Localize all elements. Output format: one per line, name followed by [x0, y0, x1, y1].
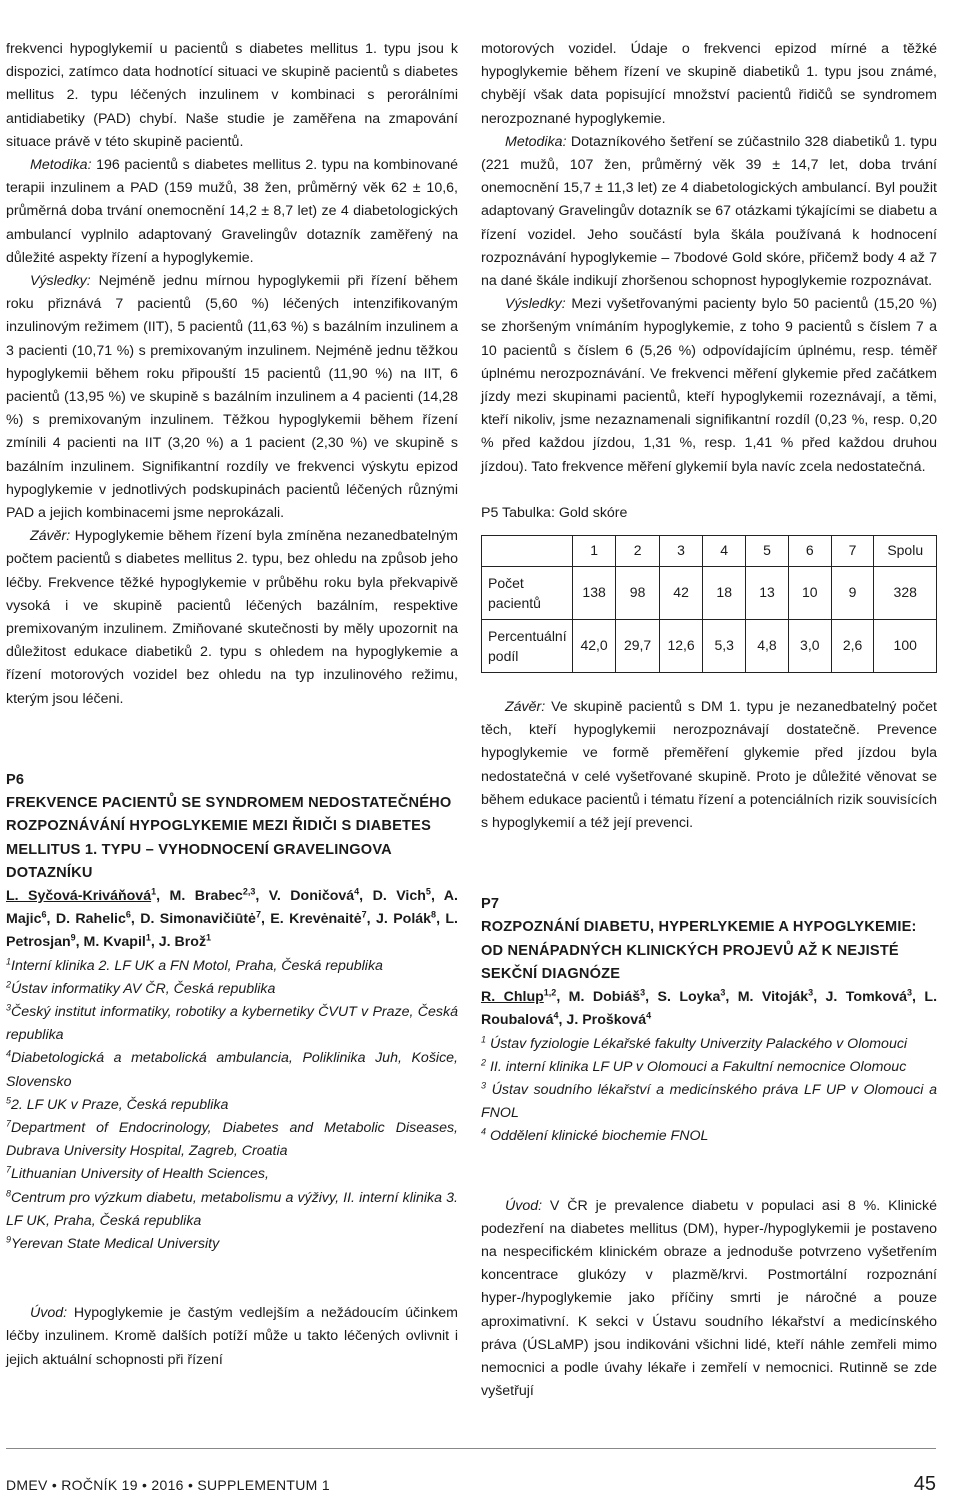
affiliation-sup: 2	[481, 1056, 487, 1067]
author-name: , M. Kvapil	[75, 934, 146, 951]
table-cell: 42,0	[572, 620, 615, 673]
author-sup: 8	[431, 909, 437, 920]
p7-intro-text: V ČR je prevalence diabetu v populaci asi 8 %. Klinické podezření na diabetes mellitus (DM), hyper-/hypoglykemii je postaveno na nespecifickém klinickém obraze a jednoduše potvrzeno vyšetřením koncentrace glukózy v plazmě/krvi. Postmortální rozpoznání hyper-/hypoglykemie jako příčiny smrti je náročné a pouze aproximativní. K sekci v Ústavu soudního lékařství a medicínského práva (ÚSLaMP) jsou indikováni všichni lidé, kteří náhle zemřeli mimo nemocnici a podle úvahy lékaře i zemřelí v nemocnici. Rutinně se zde vyšetřují	[481, 1197, 937, 1400]
p6-intro-label: Úvod:	[30, 1305, 68, 1322]
affiliation-text: Yerevan State Medical University	[11, 1235, 220, 1252]
affiliation-sup: 3	[6, 1002, 12, 1013]
table-header-row	[482, 536, 937, 567]
p6-title: FREKVENCE PACIENTŮ SE SYNDROMEM NEDOSTATEČNÉHO ROZPOZNÁVÁNÍ HYPOGLYKEMIE MEZI ŘIDIČI S DIABETES MELLITUS 1. TYPU – VYHODNOCENÍ GRAVELINGOVA DOTAZNÍKU	[6, 795, 452, 881]
p6-conclusion-text: Ve skupině pacientů s DM 1. typu je nezanedbatelný počet těch, kteří hypoglykemii nerozpoznávají dostatečně. Prevence hypoglykemie ve formě přeměření glykemie před jízdou byla nedostatečná v celé vyšetřované skupině. Proto je důležité věnovat se během edukace pacientů i tématu řízení a potenciálních rizik souvisících s hypoglykemií a též její prevenci.	[481, 699, 937, 832]
affiliation-sup: 4	[481, 1126, 487, 1137]
table-cell: 100	[874, 620, 937, 673]
methods-label: Metodika:	[30, 157, 92, 174]
author-sup: 7	[361, 909, 367, 920]
author-name: , A. Majic	[6, 887, 458, 928]
p6-affiliations	[6, 955, 458, 1257]
p6-conclusion-label: Závěr:	[505, 699, 546, 716]
author-sup: 4	[646, 1010, 652, 1021]
gold-score-table	[481, 535, 937, 673]
page-footer	[6, 1448, 936, 1495]
p6-methods	[481, 131, 937, 293]
table-cell: 13	[746, 567, 789, 620]
affiliation-sup: 8	[6, 1187, 12, 1198]
p5-methods	[6, 154, 458, 270]
p7-intro-label: Úvod:	[505, 1197, 543, 1214]
table-cell: 5,3	[703, 620, 746, 673]
affiliation-sup: 7	[6, 1118, 12, 1129]
table-caption: P5 Tabulka: Gold skóre	[481, 504, 628, 521]
author-sup: 3	[907, 987, 913, 998]
author-name: , J. Tomková	[813, 989, 908, 1006]
p6-results-text: Mezi vyšetřovanými pacienty bylo 50 pacientů (15,20 %) se zhoršeným vnímáním hypoglykemie, z toho 9 pacientů s číslem 7 a 10 pacientů s číslem 6 (5,26 %) odpovídajícím úplnému, resp. téměř úplnému nerozpoznávání. Ve frekvenci měření glykemie před začátkem jízdy mezi skupinami pacientů, kteří hypoglykemii rozeznávají, a těmi, kteří nikoliv, jsme nezaznamenali signifikantní rozdíl (0,23 %, resp. 0,20 % před každou jízdou, 1,31 %, resp. 1,41 % před každou druhou jízdou). Tato frekvence měření glykemií byla navíc zcela nedostatečná.	[481, 296, 937, 475]
affiliation-text: Centrum pro výzkum diabetu, metabolismu a výživy, II. interní klinika 3. LF UK, Praha, Česká republika	[6, 1189, 458, 1229]
affiliation	[6, 955, 458, 978]
affiliation-text: Interní klinika 2. LF UK a FN Motol, Praha, Česká republika	[11, 957, 383, 974]
p6-results-label: Výsledky:	[505, 296, 566, 313]
table-header-cell: 5	[746, 536, 789, 567]
author-name: , J. Brož	[150, 934, 207, 951]
affiliation-sup: 9	[6, 1234, 12, 1245]
table-header-cell: 6	[788, 536, 831, 567]
author-name: , V. Doničová	[255, 887, 355, 904]
affiliation-text: 2. LF UK v Praze, Česká republika	[11, 1096, 229, 1113]
table-cell: 18	[703, 567, 746, 620]
right-column	[481, 38, 937, 1403]
author-sup: 5	[425, 886, 431, 897]
left-column	[6, 38, 458, 1372]
affiliation-text: Český institut informatiky, robotiky a kybernetiky ČVUT v Praze, Česká republika	[6, 1003, 458, 1044]
p6-intro-text: Hypoglykemie je častým vedlejším a nežádoucím účinkem léčby inzulinem. Kromě dalších potíží může u takto léčených ovlivnit i jejich aktuální schopnosti při řízení	[6, 1305, 458, 1368]
author-name: , M. Brabec	[156, 887, 243, 904]
author-name: , M. Dobiáš	[556, 989, 641, 1006]
results-label: Výsledky:	[30, 273, 91, 290]
table-header-cell: 1	[572, 536, 615, 567]
affiliation-sup: 1	[481, 1033, 487, 1044]
methods-text: 196 pacientů s diabetes mellitus 2. typu na kombinované terapii inzulinem a PAD (159 mužů, 38 žen, průměrný věk 62 ± 10,6, průměrná doba trvání onemocnění 14,2 ± 8,7 let) ze 4 diabetologických ambulancí vyplnilo adaptovaný Gravelingův dotazník zaměřený na důležité aspekty řízení a hypoglykemie.	[6, 157, 458, 266]
author-name: , M. Vitoják	[725, 989, 809, 1006]
table-corner	[482, 536, 573, 567]
table-cell: 328	[874, 567, 937, 620]
conclusion-text: Hypoglykemie během řízení byla zmíněna nezanedbatelným počtem pacientů s diabetes mellitus 2. typu, bez ohledu na způsob jeho léčby. Frekvence těžké hypoglykemie v průběhu roku byla překvapivě vysoká i ve skupině pacientů léčených bazálním, respektive premixovaným inzulinem. Zmiňované skutečnosti by měly upozornit na důležitost edukace diabetiků 2. typu s ohledem na hypoglykemie a řízení motorových vozidel bez ohledu na typ inzulinového režimu, kterým jsou léčeni.	[6, 528, 458, 707]
table-row	[482, 620, 937, 673]
p6-first-author: L. Syčová-Kriváňová	[6, 887, 152, 904]
affiliation-sup: 4	[6, 1048, 12, 1059]
affiliation	[6, 1233, 458, 1256]
p5-intro-continued: frekvenci hypoglykemií u pacientů s diabetes mellitus 1. typu jsou k dispozici, zatímco data hodnotící situaci ve skupině pacientů s diabetes mellitus 2. typu léčených inzulinem v kombinaci s perorálními antidiabetiky (PAD) chybí. Naše studie je zaměřena na zmapování situace právě v této skupině pacientů.	[6, 41, 458, 150]
affiliation	[6, 1187, 458, 1233]
page-number: 45	[913, 1473, 936, 1495]
affiliation	[6, 978, 458, 1001]
table-row-label: Počet pacientů	[482, 567, 573, 620]
author-name: , L. Roubalová	[481, 989, 938, 1029]
table-cell: 138	[572, 567, 615, 620]
author-sup: 3	[720, 987, 726, 998]
table-cell: 98	[616, 567, 659, 620]
affiliation	[6, 1094, 458, 1117]
affiliation-text: Ústav fyziologie Lékařské fakulty Univerzity Palackého v Olomouci	[486, 1035, 908, 1052]
p6-first-author-sup: 1	[151, 886, 157, 897]
affiliation	[481, 1033, 937, 1056]
table-row	[482, 567, 937, 620]
journal-info: DMEV • ROČNÍK 19 • 2016 • SUPPLEMENTUM 1	[6, 1477, 330, 1493]
affiliation-text: II. interní klinika LF UP v Olomouci a Fakultní nemocnice Olomouc	[486, 1058, 907, 1075]
author-name: , D. Simonavičiūtė	[130, 911, 256, 928]
table-cell: 10	[788, 567, 831, 620]
table-cell: 29,7	[616, 620, 659, 673]
affiliation-text: Lithuanian University of Health Sciences,	[11, 1166, 269, 1183]
table-cell: 9	[831, 567, 874, 620]
author-name: , L. Petrosjan	[6, 911, 458, 951]
p7-affiliations	[481, 1033, 937, 1149]
affiliation-text: Ústav soudního lékařství a medicínského práva LF UP v Olomouci a FNOL	[481, 1081, 937, 1122]
affiliation-text: Department of Endocrinology, Diabetes and Metabolic Diseases, Dubrava University Hospital, Zagreb, Croatia	[6, 1119, 458, 1160]
p6-intro-continued: motorových vozidel. Údaje o frekvenci epizod mírné a těžké hypoglykemie během řízení ve skupině diabetiků 1. typu jsou známé, chybějí však data popisující množství pacientů řidičů se syndromem nerozpoznané hypoglykemie.	[481, 41, 937, 127]
table-header-cell: 4	[703, 536, 746, 567]
author-sup: 1	[206, 932, 212, 943]
author-name: , D. Rahelic	[46, 911, 126, 928]
p6-authors	[6, 885, 458, 955]
affiliation	[6, 1047, 458, 1093]
table-header-cell: Spolu	[874, 536, 937, 567]
p6-intro	[6, 1302, 458, 1372]
table-cell: 4,8	[746, 620, 789, 673]
table-header-cell: 3	[659, 536, 702, 567]
author-sup: 6	[125, 909, 131, 920]
affiliation-sup: 2	[6, 978, 12, 989]
author-sup: 4	[354, 886, 360, 897]
author-name: , E. Krevėnaitė	[260, 911, 362, 928]
author-sup: 2,3	[242, 886, 256, 897]
p5-results	[6, 270, 458, 525]
author-sup: 9	[70, 932, 76, 943]
affiliation	[6, 1117, 458, 1163]
p6-methods-text: Dotazníkového šetření se zúčastnilo 328 diabetiků 1. typu (221 mužů, 107 žen, průměrný věk 39 ± 14,7 let, doba trvání onemocnění 15,7 ± 11,3 let) ze 4 diabetologických ambulancí. Byl použit adaptovaný Gravelingův dotazník se 67 otázkami týkajícími se diabetu a řízení vozidel. Jeho součástí byla škála používaná k hodnocení rozpoznávání hypoglykemie – 7bodové Gold skóre, přičemž body 4 až 7 na dané škále indikují zhoršenou schopnost hypoglykemie rozpoznávat.	[481, 133, 937, 290]
affiliation-sup: 3	[481, 1080, 487, 1091]
p6-results	[481, 293, 937, 479]
affiliation-text: Oddělení klinické biochemie FNOL	[486, 1128, 709, 1145]
table-row-label: Percentuální podíl	[482, 620, 573, 673]
p7-title: ROZPOZNÁNÍ DIABETU, HYPERLYKEMIE A HYPOGLYKEMIE: OD NENÁPADNÝCH KLINICKÝCH PROJEVŮ AŽ K NEJISTÉ SEKČNÍ DIAGNÓZE	[481, 919, 917, 982]
affiliation-sup: 7	[6, 1164, 12, 1175]
author-sup: 7	[255, 909, 261, 920]
affiliation-text: Ústav informatiky AV ČR, Česká republika	[11, 980, 276, 997]
author-sup: 4	[553, 1010, 559, 1021]
author-sup: 1	[145, 932, 151, 943]
table-header-cell: 7	[831, 536, 874, 567]
table-cell: 42	[659, 567, 702, 620]
p7-first-author: R. Chlup	[481, 989, 544, 1006]
author-name: , D. Vich	[359, 887, 426, 904]
p7-intro	[481, 1195, 937, 1404]
results-text: Nejméně jednu mírnou hypoglykemii při řízení během roku přiznává 7 pacientů (5,60 %) léčených intenzifikovaným inzulinovým režimem (IIT), 5 pacientů (11,63 %) s bazálním inzulinem a 3 pacienti (10,71 %) s premixovaným inzulinem. Nejméně jednu těžkou hypoglykemii během roku připouští 15 pacientů (11,90 %) na IIT, 6 pacientů (13,95 %) ve skupině s bazálním inzulinem a 4 pacienti (14,28 %) s premixovaným inzulinem. Těžkou hypoglykemii během řízení zmínili 4 pacienti na IIT (3,20 %) a 1 pacient (2,30 %) ve skupině s bazálním inzulinem. Signifikantní rozdíly ve frekvenci výskytu epizod hypoglykemie v jednotlivých podskupinách pacientů léčených různými PAD a jejich kombinacemi jsme neprokázali.	[6, 273, 458, 522]
p7-authors	[481, 986, 937, 1032]
affiliation	[6, 1163, 458, 1186]
p7-code: P7	[481, 896, 500, 913]
affiliation-sup: 5	[6, 1095, 12, 1105]
p5-conclusion	[6, 525, 458, 711]
table-header-cell: 2	[616, 536, 659, 567]
table-cell: 12,6	[659, 620, 702, 673]
affiliation	[481, 1079, 937, 1125]
affiliation-sup: 1	[6, 955, 12, 966]
author-sup: 6	[41, 909, 47, 920]
author-sup: 3	[640, 987, 646, 998]
affiliation	[481, 1056, 937, 1079]
author-sup: 3	[808, 987, 814, 998]
p7-first-author-sup: 1,2	[543, 987, 557, 998]
p6-code: P6	[6, 771, 25, 788]
author-name: , S. Loyka	[645, 989, 721, 1006]
affiliation-text: Diabetologická a metabolická ambulancia, Poliklinika Juh, Košice, Slovensko	[6, 1050, 458, 1090]
affiliation	[6, 1001, 458, 1047]
table-cell: 3,0	[788, 620, 831, 673]
affiliation	[481, 1125, 937, 1148]
author-name: , J. Polák	[366, 911, 432, 928]
author-name: , J. Prošková	[558, 1012, 647, 1029]
p6-methods-label: Metodika:	[505, 133, 567, 150]
conclusion-label: Závěr:	[30, 528, 71, 545]
table-cell: 2,6	[831, 620, 874, 673]
p6-conclusion	[481, 696, 937, 835]
